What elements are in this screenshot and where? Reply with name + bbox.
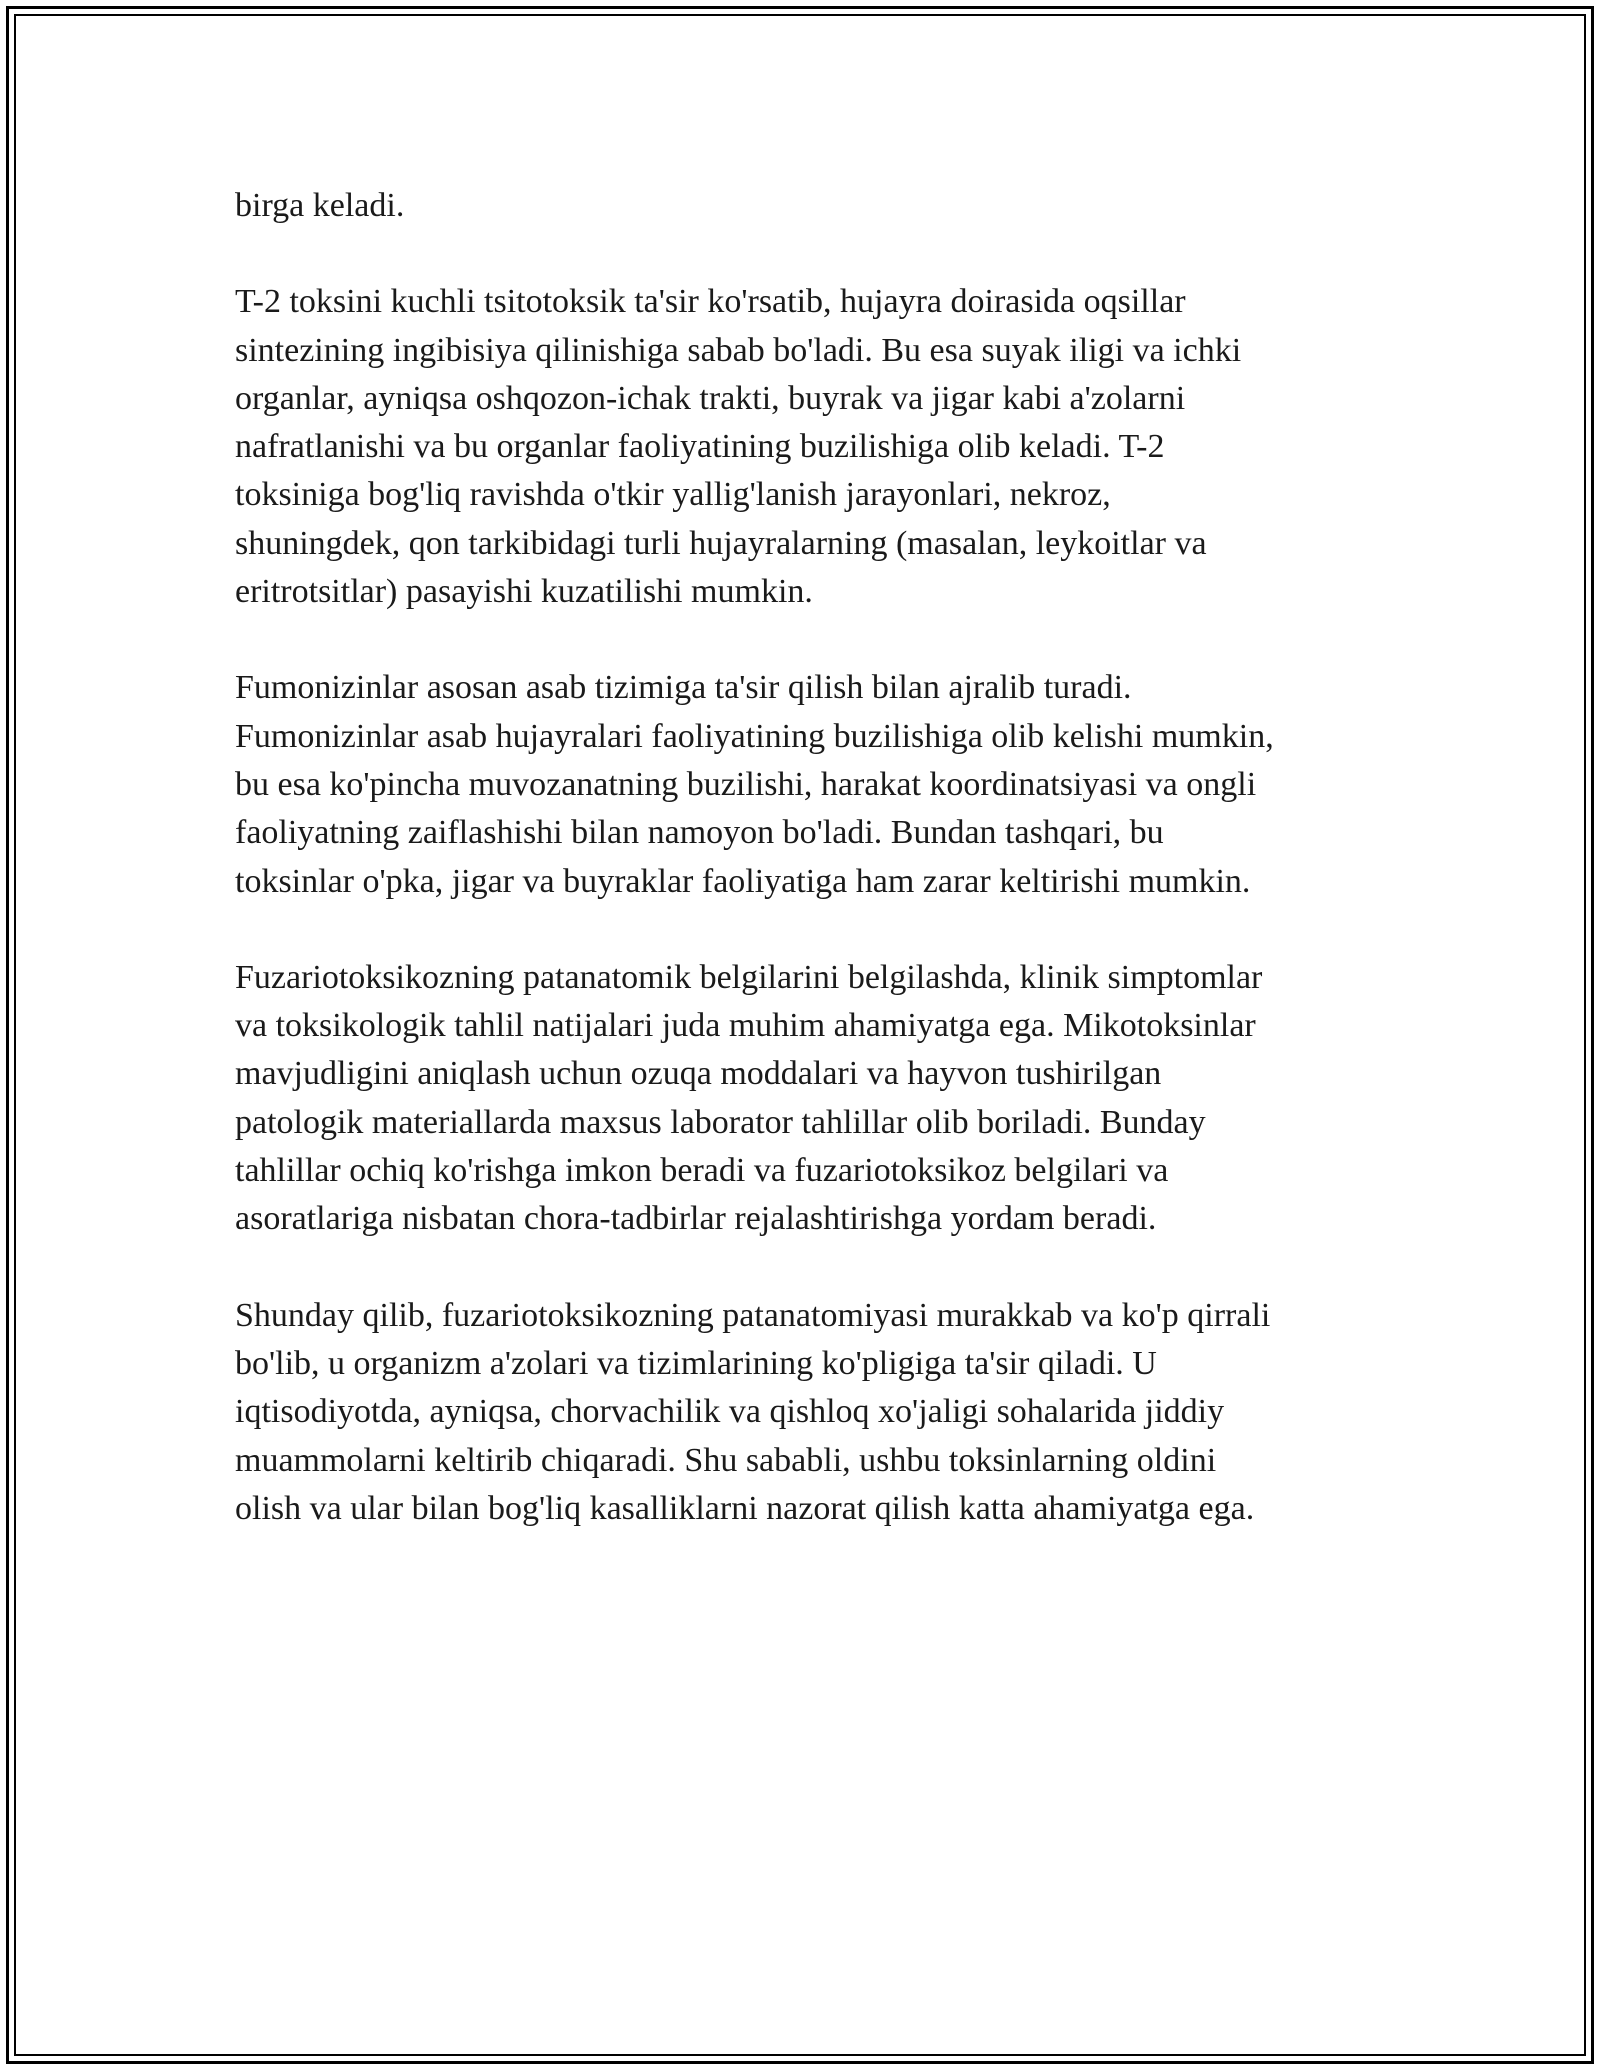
paragraph-t2-toxin: T-2 toksini kuchli tsitotoksik ta'sir ko'rsatib, hujayra doirasida oqsillar sintezining ingibisiya qilinishiga sabab bo'ladi. Bu esa suyak iligi va ichki organlar, ayniqsa oshqozon-ichak trakti, buyrak va jigar kabi a'zolarni nafratlanishi va bu organlar faoliyatining buzilishiga olib keladi. T-2 toksiniga bog'liq ravishda o'tkir yallig'lanish jarayonlari, nekroz, shuningdek, qon tarkibidagi turli hujayralarning (masalan, leykoitlar va eritrotsitlar) pasayishi kuzatilishi mumkin. <box>235 283 1242 611</box>
paragraph-conclusion: Shunday qilib, fuzariotoksikozning patanatomiyasi murakkab va ko'p qirrali bo'lib, u organizm a'zolari va tizimlarining ko'pligiga ta'sir qiladi. U iqtisodiyotda, ayniqsa, chorvachilik va qishloq xo'jaligi sohalarida jiddiy muammolarni keltirib chiqaradi. Shu sababli, ushbu toksinlarning oldini olish va ular bilan bog'liq kasalliklarni nazorat qilish katta ahamiyatga ega. <box>235 1296 1271 1527</box>
paragraph-diagnosis: Fuzariotoksikozning patanatomik belgilarini belgilashda, klinik simptomlar va toksikologik tahlil natijalari juda muhim ahamiyatga ega. Mikotoksinlar mavjudligini aniqlash uchun ozuqa moddalari va hayvon tushirilgan patologik materiallarda maxsus laborator tahlillar olib boriladi. Bunday tahlillar ochiq ko'rishga imkon beradi va fuzariotoksikoz belgilari va asoratlariga nisbatan chora-tadbirlar rejalashtirishga yordam beradi. <box>235 958 1263 1238</box>
document-body <box>235 182 1385 1533</box>
paragraph-fumonisins: Fumonizinlar asosan asab tizimiga ta'sir qilish bilan ajralib turadi. Fumonizinlar asab hujayralari faoliyatining buzilishiga olib kelishi mumkin, bu esa ko'pincha muvozanatning buzilishi, harakat koordinatsiyasi va ongli faoliyatning zaiflashishi bilan namoyon bo'ladi. Bundan tashqari, bu toksinlar o'pka, jigar va buyraklar faoliyatiga ham zarar keltirishi mumkin. <box>235 669 1274 900</box>
paragraph-continuation: birga keladi. <box>235 187 405 224</box>
